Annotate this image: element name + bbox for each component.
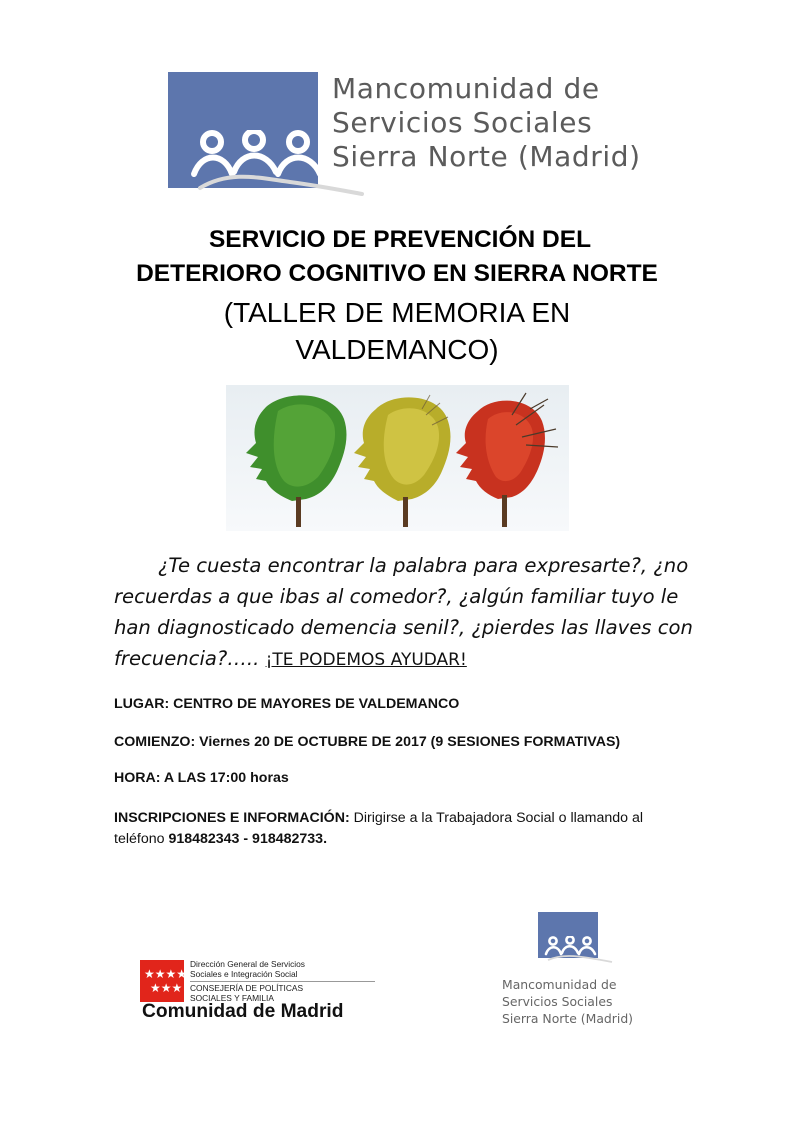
- mancomunidad-header-logo: [168, 72, 708, 198]
- footer-logo-text: [502, 976, 633, 1027]
- intro-paragraph: [114, 550, 704, 676]
- cam-dept-line: CONSEJERÍA DE POLÍTICAS: [190, 983, 304, 994]
- cam-divider: [190, 981, 375, 982]
- madrid-stars-flag-icon: [140, 960, 184, 1002]
- tree-heads-image: [226, 385, 569, 531]
- cam-dept-line: Sociales e Integración Social: [190, 968, 298, 979]
- svg-text:★★★: ★★★: [150, 981, 183, 995]
- svg-text:★★★★: ★★★★: [144, 967, 184, 981]
- cam-department-text: [190, 960, 375, 1003]
- inscripciones-label: INSCRIPCIONES E INFORMACIÓN:: [114, 810, 350, 826]
- title-line-2: DETERIORO COGNITIVO EN SIERRA NORTE: [136, 260, 658, 287]
- title-line-3: (TALLER DE MEMORIA EN: [223, 297, 571, 328]
- header-logo-line: Servicios Sociales: [332, 106, 593, 139]
- inscripciones-line: [114, 808, 694, 850]
- intro-text: ¿Te cuesta encontrar la palabra para expresarte?, ¿no recuerdas a que ibas al comedor?, ¿algún familiar tuyo le han diagnosticado demencia senil?, ¿pierdes las llaves con frecuencia?…..: [114, 554, 693, 670]
- title-line-4: VALDEMANCO): [295, 334, 499, 365]
- cta-help: ¡TE PODEMOS AYUDAR!: [265, 650, 467, 670]
- lugar-text: LUGAR: CENTRO DE MAYORES DE VALDEMANCO: [114, 696, 460, 712]
- comunidad-madrid-name: Comunidad de Madrid: [142, 1001, 344, 1022]
- comunidad-madrid-logo: [140, 958, 380, 1028]
- comienzo-text: COMIENZO: Viernes 20 DE OCTUBRE DE 2017 (9 SESIONES FORMATIVAS): [114, 734, 621, 750]
- people-figures-logo-icon: [544, 936, 614, 964]
- header-logo-line: Sierra Norte (Madrid): [332, 140, 641, 173]
- cam-dept-line: SOCIALES Y FAMILIA: [190, 992, 274, 1003]
- lugar-line: [114, 696, 459, 712]
- title-line-1: SERVICIO DE PREVENCIÓN DEL: [208, 226, 592, 253]
- phone-numbers: 918482343 - 918482733.: [168, 831, 328, 847]
- hora-text: HORA: A LAS 17:00 horas: [114, 770, 289, 786]
- header-logo-line: Mancomunidad de: [332, 72, 600, 105]
- hora-line: [114, 770, 289, 786]
- footer-logo-line: Sierra Norte (Madrid): [502, 1011, 634, 1026]
- footer-logo-line: Mancomunidad de: [502, 977, 617, 992]
- comienzo-line: [114, 734, 620, 750]
- header-logo-text: [332, 72, 641, 174]
- inscripciones-text: Dirigirse a la Trabajadora Social o llamando al teléfono: [114, 810, 644, 847]
- cam-dept-line: Dirección General de Servicios: [190, 959, 305, 969]
- footer-logo-line: Servicios Sociales: [502, 994, 613, 1009]
- mancomunidad-footer-logo: [498, 912, 678, 1032]
